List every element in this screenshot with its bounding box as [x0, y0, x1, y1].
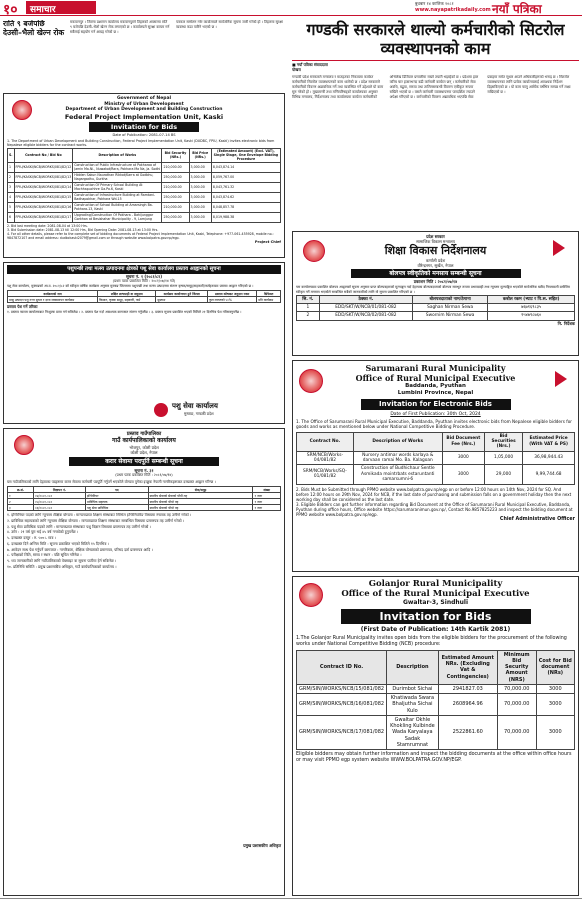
sar-cell-2: 3000	[442, 451, 484, 465]
sar-cell-0: SRM/NCB/Works/SQ-01/081/82	[297, 465, 354, 484]
newspaper-logo: नयाँ पत्रिका	[492, 2, 542, 16]
prastab-header-0: क्र.सं.	[8, 487, 34, 493]
shiksha-l5: वीरेन्द्रनगर, सुर्खेत, नेपाल	[417, 262, 454, 268]
fppiu-ministry: Ministry of Urban Development	[104, 101, 184, 107]
header-date: बुधबार १४ कात्तिक २०८१	[415, 1, 454, 6]
table-row	[8, 505, 281, 511]
table-row	[297, 694, 575, 716]
table-row	[8, 297, 281, 303]
fppiu-cell-0: 2	[8, 172, 15, 182]
shiksha-emblem-icon	[303, 240, 325, 262]
prastab-header-4: संख्या	[253, 487, 281, 493]
fppiu-cell-3: 250,000.00	[162, 172, 189, 182]
sarumarani-notes	[296, 487, 575, 517]
fppiu-cell-5: 8,043,874.14	[211, 162, 280, 172]
golanjor-title: Invitation for Bids	[341, 609, 531, 625]
sar-cell-1: Nursery antimar words karlaya & darvaan ramai Mo. Ba. Kalagoan	[353, 451, 442, 465]
sarumarani-title: Invitation for Electronic Bids	[361, 399, 511, 410]
left-news-headline: राति ९ बजेपछि देउसी–भैलो खेल्न रोक	[3, 20, 65, 37]
pashu-notes: १. प्रस्ताव फाराम कार्यालयबाट निःशुल्क प्राप्त गर्न सकिनेछ । २. प्रस्ताव पेश गर्दा आवश्यक कागजात संलग्न गर्नुपर्नेछ । ३. प्रस्ताव सूचना प्रकाशित भएको मितिले २१ दिनभित्र पेश गरिसक्नुपर्नेछ ।	[7, 309, 242, 314]
prastab-notice	[3, 428, 285, 896]
pashu-office: पशु सेवा कार्यालय	[172, 402, 218, 410]
shiksha-cell-0: 1	[297, 304, 320, 312]
fppiu-cell-1: FPIU/KASKI/NCB/WORKS/081/82/17	[14, 212, 73, 222]
pashu-cell-1: किसान, कृषक समूह, सहकारी, फर्म	[98, 297, 156, 303]
page-number: १०	[3, 2, 18, 18]
gol-cell-0: GRM/SIN/WORKS/NCB/16/081/082	[297, 694, 387, 716]
prastab-section: ७. आवेदन साथ पेश गर्नुपर्ने कागजात : नागरिकता, शैक्षिक योग्यताको प्रमाणपत्र, परिषद दर्ता प्रमाणपत्र आदि ।	[7, 547, 153, 552]
gol-cell-0: GRM/SIN/WORKS/NCB/15/081/082	[297, 684, 387, 693]
prastab-section: ८. परीक्षाको मिति, समय र स्थान : पछि सूचित गरिनेछ ।	[7, 553, 82, 558]
shiksha-notice	[292, 231, 579, 356]
section-label: समाचार	[26, 1, 96, 14]
table-row	[8, 212, 281, 222]
pashu-title: पशुपन्छी तथा मत्स्य उत्पादनमा क्षेत्रको पशु सेवा कार्यालय प्रस्ताव आह्वानको सूचना	[7, 265, 281, 274]
fppiu-cell-3: 210,000.00	[162, 162, 189, 172]
golanjor-place: Gwaltar-3, Sindhuli	[402, 599, 469, 606]
fppiu-cell-3: 250,000.00	[162, 212, 189, 222]
gol-cell-1: Durimbot Sichai	[387, 684, 439, 693]
main-news-body: गण्डकी प्रदेश सरकारले मन्त्रालय र मातहतका निकायमा कार्यरत कर्मचारीको सिटरोल व्यवस्थापनको काम थालेको छ । प्रदेश सरकारले कर्मचारीको विवरण अद्यावधिक गर्ने तथा व्यवस्थित गर्ने उद्देश्यले यो काम सुरु गरेको हो । मुख्यमन्त्री तथा मन्त्रिपरिषद्को कार्यालयका अनुसार विभिन्न मन्त्रालय, निर्देशनालय तथा कार्यालयमा कार्यरत कर्मचारीको अभिलेख डिजिटल प्रणालीमा राख्ने तयारी भइरहेको छ । प्रदेशमा हाल करिब चार हजारभन्दा बढी कर्मचारी कार्यरत छन् । कर्मचारीको सेवा अवधि, बढुवा, सरुवा तथा तालिमसम्बन्धी विवरण एकीकृत रूपमा राखिने भएको छ । यसले कर्मचारी व्यवस्थापनमा पारदर्शिता ल्याउने अपेक्षा गरिएको छ । कर्मचारीको विवरण अद्यावधिक भएपछि सेवा प्रवाहमा समेत सुधार आउने अधिकारीहरूको भनाइ छ । सिटरोल व्यवस्थापनका लागि प्रत्येक कार्यालयलाई आवश्यक निर्देशन दिइसकिएको छ । यो काम चालु आर्थिक वर्षभित्र सम्पन्न गर्ने लक्ष्य राखिएको छ ।	[292, 74, 571, 99]
fppiu-cell-4: 3,000.00	[189, 172, 211, 182]
page-footer	[0, 898, 582, 910]
prastab-section: ९. थप जानकारीको लागि गाउँपालिकाको वेबसाइट वा सूचना पाटीमा हेर्न सकिनेछ ।	[7, 559, 117, 564]
left-news	[3, 20, 66, 90]
prastab-cell-0: २	[8, 499, 34, 505]
shiksha-header-0: सि. नं.	[297, 295, 320, 303]
sarumarani-table	[296, 432, 575, 485]
pashu-header-4: कैफियत	[257, 291, 281, 297]
nepal-emblem-icon	[12, 100, 32, 120]
gol-header-0: Contract ID No.	[297, 650, 387, 684]
sarumarani-intro: 1. The Office of Sarumarani Rural Municipal Executive, Baddanda, Pyuthan invites electronic bids from Nepalese eligible bidders for goods and works as mentioned below under National Competitive Bidding Procedure.	[296, 419, 572, 430]
table-row	[8, 182, 281, 192]
fppiu-note: 4. For all other details, please refer to the complete set of bidding documents at Federal Project Implementation Unit, Kaski, Telephone: +977-061-455928, mobile no.: 9847872107 and email address: dudbckaski2079@gmail.com or through website www.bolpatra.gov.np/egp.	[7, 231, 274, 240]
prastab-cell-1: ०४/२०८१-०८२	[33, 493, 85, 499]
prastab-cell-3: स्थानीय सेवाको सेवाको पाँचौं तह	[148, 493, 253, 499]
fppiu-cell-4: 3,000.00	[189, 162, 211, 172]
shiksha-header-3: कबोल रकम (भ्याट र पि.स. सहित)	[488, 295, 575, 303]
prastab-cell-4: १ जना	[253, 499, 281, 505]
shiksha-l2: सामाजिक विकास मन्त्रालय	[416, 239, 455, 244]
prastab-cell-1: ०५/२०८१-०८२	[33, 499, 85, 505]
fppiu-cell-4: 3,000.00	[189, 202, 211, 212]
shiksha-intro: यस कार्यालयबाट प्रकाशित बोलपत्र आह्वानको सूचना अनुसार प्राप्त बोलपत्रहरूको मूल्याङ्कन गर्दा देहायका बोलपत्रदाताको बोलपत्र सारभूत रूपमा प्रभावग्राही तथा न्यूनतम मूल्याङ्कित भएकोले सार्वजनिक खरिद नियमावली बमोजिम स्वीकृत गर्ने मनसाय भएकोले सम्बन्धित सबैको जानकारीको लागि यो सूचना प्रकाशित गरिएको छ ।	[296, 285, 570, 294]
fppiu-cell-2: Construction of Public Infrastructure at Pokharaa of Jamin Ma.Ni., Nuwakot/Rara, Pokhara Ma Na, Ja. Sodhi	[74, 163, 161, 172]
fppiu-cell-4: 3,000.00	[189, 212, 211, 222]
shiksha-l3: शिक्षा विकास निर्देशनालय	[384, 244, 487, 257]
table-row	[8, 162, 281, 172]
fppiu-cell-2: Construction of School Building at Amarsingh Ba. Pokhara-13, Kaski	[73, 202, 162, 212]
prastab-l2: गाउँ कार्यपालिकाको कार्यालय	[112, 437, 176, 445]
pashu-cell-2: मुस्ताङ	[156, 297, 208, 303]
table-row	[297, 715, 575, 749]
sarumarani-signoff: Chief Administrative Officer	[499, 516, 575, 522]
shiksha-cell-3: ७६७१६९८३५	[488, 304, 575, 312]
fppiu-date: Date of Publication: 2081-07-14 BS	[112, 133, 176, 138]
main-news	[292, 20, 579, 228]
fppiu-cell-2: Upgrading/Construction Of Pokhara - Bahijunggar Gorkhan at Besishahar Municipality - 9, Lamjung	[73, 212, 162, 222]
shiksha-title: बोलपत्र स्वीकृतिको मनसाय सम्बन्धी सूचना	[351, 269, 521, 279]
prastab-section: १. इन्जिनियर पदको लागि न्यूनतम शैक्षिक योग्यता : मान्यताप्राप्त शिक्षण संस्थाबाट सिभिल इन्जिनियरिङ विषयमा स्नातक तह उत्तीर्ण गरेको ।	[7, 513, 192, 518]
gol-header-1: Description	[387, 650, 439, 684]
pashu-cell-0: मासु उत्पादन पशु नश्ल सुधार र दाना व्यवस्थापन कार्यक्रम	[8, 297, 98, 303]
shiksha-l1: प्रदेश सरकार	[426, 234, 445, 239]
golanjor-name: Golanjor Rural Municipality	[368, 579, 503, 589]
prastab-section: ४. उमेर : २१ वर्ष पूरा भई ४५ वर्ष ननाघेको हुनुपर्नेछ ।	[7, 530, 79, 535]
fppiu-header-5: (Estimated Amount) (Excl. VAT), Single Stage, One Envelope Bidding Procedure	[211, 148, 280, 162]
prastab-cell-2: पशु सेवा प्राविधिक	[85, 505, 148, 511]
gol-cell-4: 3000	[536, 694, 574, 716]
pashu-intro: पशु सेवा कार्यालय, मुस्ताङको आ.व. २०८१/८२ को स्वीकृत वार्षिक कार्यक्रम अनुसार मुस्ताङ जिल्लामा पशुपन्छी तथा मत्स्य उत्पादनमा संलग्न कृषक/समूह/सहकारी/फर्महरूबाट प्रस्ताव आह्वान गरिएको छ ।	[7, 283, 254, 288]
golanjor-date: (First Date of Publication: 14th Kartik 2081)	[360, 626, 511, 634]
prastab-section: १०. प्रतिनिधि समिति : प्रमुख प्रशासकीय अधिकृत, गाउँ कार्यपालिकाको कार्यालय ।	[7, 564, 117, 569]
main-news-byline: ■ नयाँ पत्रिका संवाददाता	[292, 62, 328, 68]
sarumarani-office: Office of Rural Municipal Executive	[355, 373, 516, 383]
shiksha-cell-3: १५४७९८७६०	[488, 312, 575, 320]
main-news-place: पोखरा	[292, 67, 301, 73]
gol-cell-2: 2522861.60	[438, 715, 497, 749]
prastab-signoff: प्रमुख प्रशासकीय अधिकृत	[243, 843, 281, 849]
prastab-cell-0: ३	[8, 505, 34, 511]
gol-cell-4: 3000	[536, 684, 574, 693]
prastab-header-1: विज्ञापन नं.	[33, 487, 85, 493]
pashu-note-title: प्रस्ताव पेश गर्ने तरिका	[7, 304, 38, 310]
pashu-header-1: लक्षित लाभग्राही वा समुदाय	[98, 291, 156, 297]
gol-cell-3: 70,000.00	[497, 684, 536, 693]
prastab-cell-2: इन्जिनियर	[85, 493, 148, 499]
fppiu-cell-5: 8,048,857.78	[211, 202, 280, 212]
fppiu-cell-0: 1	[8, 162, 15, 172]
fppiu-cell-1: FPIU/KASKI/NCB/WORKS/081/82/16	[14, 202, 73, 212]
fppiu-table	[7, 148, 281, 223]
prastab-l4: कोशी प्रदेश, नेपाल	[130, 449, 158, 455]
prastab-intro: यस गाउँपालिकाको लागि देहायका पदहरूमा करार सेवामा कर्मचारी पदपूर्ति गर्नुपर्ने भएकोले योग्यता पुगेका इच्छुक नेपाली नागरिकहरूबाट दरखास्त आह्वान गरिन्छ ।	[7, 479, 216, 484]
sar-header-1: Description of Works	[353, 432, 442, 451]
shiksha-table	[296, 295, 575, 321]
sar-note: 3. Eligible Bidders can get further information regarding Bid Document at the Office of Sarumarani Rural Municipal Executive, Baddanda, Pyuthan during office hours, Office website https://sarumaranimun.gov.np/, Contact No.9857825223 and inspect the bidding document at PPMO website www.bolpatra.gov.np/egp.	[296, 501, 573, 517]
prastab-sections	[7, 513, 281, 843]
left-news-body: मकवानपुर । जिल्ला प्रशासन कार्यालय मकवानपुरले तिहारको अवसरमा राति ९ बजेपछि देउसी–भैलो खेल्न रोक लगाएको छ । कार्यालयले सुरक्षा कायम गर्न सबैलाई सहयोग गर्न आग्रह गरेको छ ।	[70, 20, 170, 34]
pashu-cell-3: कुल लागतको ५०%	[208, 297, 257, 303]
fppiu-cell-0: 5	[8, 202, 15, 212]
fppiu-note: 3. Bid Submission date: 2081-08-13 till 12:00 Hrs, Bid Opening Date: 2081-08-13 at 13:00 Hrs.	[7, 227, 159, 232]
shiksha-cell-2: Saghan Nirman Sewa	[412, 304, 487, 312]
prastab-title: करार सेवामा पदपूर्ति सम्बन्धी सूचना	[69, 457, 219, 467]
golanjor-notice	[292, 576, 579, 896]
shiksha-header-2: बोलपत्रदाताको नाम/ठेगाना	[412, 295, 487, 303]
golanjor-table	[296, 650, 575, 751]
fppiu-cell-3: 250,000.00	[162, 192, 189, 202]
fppiu-cell-3: 210,000.00	[162, 182, 189, 192]
gol-cell-2: 2941827.03	[438, 684, 497, 693]
fppiu-cell-5: 8,059,767.00	[211, 172, 280, 182]
prastab-cell-3: स्थानीय सेवाको चौथो तह	[148, 505, 253, 511]
prastab-cell-3: स्थानीय सेवाको चौथो तह	[148, 499, 253, 505]
fppiu-header-2: Description of Works	[73, 148, 162, 162]
shiksha-l4: कर्णाली प्रदेश	[425, 257, 446, 263]
table-row	[8, 202, 281, 212]
fppiu-gov: Government of Nepal	[116, 96, 172, 101]
gol-cell-3: 70,000.00	[497, 694, 536, 716]
sarumarani-date: Date of First Publication: 30th Oct, 2024	[390, 411, 481, 417]
fppiu-header-1: Contract No / Bid No	[14, 148, 73, 162]
sar-cell-1: Construction of Budhichaur Sentle Asmikada mointrbats estaruntanti samarsumni-6	[353, 465, 442, 484]
sarumarani-name: Sarumarani Rural Municipality	[365, 363, 506, 373]
sar-cell-0: SRM/NCB/Works-04/081/82	[297, 451, 354, 465]
nepal-flag-icon	[553, 240, 565, 256]
prastab-date: (प्रथम पटक प्रकाशित मिति : २०८१/०७/१४)	[115, 473, 173, 478]
fppiu-dept: Department of Urban Development and Building Construction	[65, 107, 223, 113]
shiksha-cell-0: 2	[297, 312, 320, 320]
prastab-header-3: सेवा/समूह	[148, 487, 253, 493]
pashu-place: मुस्ताङ, गण्डकी प्रदेश	[184, 411, 214, 416]
shiksha-cell-1: EDD/SKT/W/NCB/01/081-082	[319, 304, 412, 312]
fppiu-intro: 1. The Department of Urban Development and Building Construction, Federal Project Implementation Unit, Kaski (DUDBC, FPIU, Kaski) invites electronic bids from Nepalese eligible bidders for the contract works.	[7, 138, 275, 147]
pashu-table	[7, 290, 281, 303]
sar-header-3: Bid Securities (Nrs.)	[484, 432, 522, 451]
sarumarani-place: Baddanda, Pyuthan	[405, 383, 466, 389]
prastab-cell-4: १ जना	[253, 505, 281, 511]
prastab-l3: भोजपुर, कोशी प्रदेश	[129, 444, 159, 450]
prastab-section: २. प्राविधिक सहायकको लागि न्यूनतम शैक्षिक योग्यता : मान्यताप्राप्त शिक्षण संस्थाबाट सम्बन्धित विषयमा प्रमाणपत्र तह उत्तीर्ण गरेको ।	[7, 518, 185, 523]
prastab-cell-2: प्राविधिक सहायक	[85, 499, 148, 505]
sarumarani-notice	[292, 360, 579, 572]
shiksha-cell-1: EDD/SKT/W/NCB/02/081-082	[319, 312, 412, 320]
golanjor-footer: Eligible bidders may obtain further information and inspect the bidding documents at the office within office hours or may visit PPMO egp system website WWW.BOLPATRA.GOV.NP/EGP.	[296, 752, 572, 764]
shiksha-date: प्रकाशन मिति : २०८१/०७/१४	[413, 279, 458, 285]
pashu-header-0: कार्यक्रमको नाम	[8, 291, 98, 297]
prastab-l1: प्रस्ताव गाउँपालिका	[126, 431, 162, 437]
prastab-emblem-icon	[14, 435, 34, 455]
sarumarani-flag-icon	[555, 371, 567, 387]
fppiu-office: Federal Project Implementation Unit, Kaski	[64, 112, 224, 121]
sar-cell-3: 29,000	[484, 465, 522, 484]
prastab-sub: सूचना नं. ३१	[134, 468, 154, 474]
prastab-cell-1: ०६/२०८१-०८२	[33, 505, 85, 511]
header-url[interactable]: www.nayapatrikadaily.com	[415, 7, 491, 13]
table-row	[297, 451, 575, 465]
pashu-header-2: कार्यक्रम कार्यान्वयन हुने जिल्ला	[156, 291, 208, 297]
page-header	[0, 0, 582, 16]
fppiu-cell-1: FPIU/KASKI/NCB/WORKS/081/82/13	[14, 172, 73, 182]
fppiu-header-4: Bid Price (NRs.)	[189, 148, 211, 162]
fppiu-cell-2: Hidden Sakun Naurathan Rikkot/Karra at Godbhu, Nagargadhu, Gurkha	[73, 172, 162, 182]
shiksha-header-1: ठेक्का नं.	[319, 295, 412, 303]
fppiu-cell-1: FPIU/KASKI/NCB/WORKS/081/82/15	[14, 192, 73, 202]
prastab-table	[7, 486, 281, 511]
fppiu-cell-0: 6	[8, 212, 15, 222]
prastab-section: ५. दरखास्त दस्तुर : रु. ५००।- मात्र ।	[7, 536, 56, 541]
fppiu-notes	[7, 224, 281, 240]
sarumarani-province: Lumbini Province, Nepal	[397, 389, 474, 396]
prastab-section: ६. दरखास्त दिने अन्तिम मिति : सूचना प्रकाशित भएको मितिले १५ दिनभित्र ।	[7, 541, 109, 546]
shiksha-signoff: नि. निर्देशक	[557, 320, 575, 326]
golanjor-intro: 1.The Golanjor Rural Municipality invites open bids from the eligible bidders for the procurement of the following works under National Competitive Bidding (NCB) procedure:	[296, 635, 567, 647]
sar-cell-4: 36,98,944.43	[523, 451, 575, 465]
golanjor-office: Office of the Rural Municipal Executive	[341, 589, 530, 599]
gol-cell-3: 70,000.00	[497, 715, 536, 749]
fppiu-cell-0: 3	[8, 182, 15, 192]
sar-header-4: Estimated Price (With VAT & PS)	[523, 432, 575, 451]
fppiu-cell-4: 3,000.00	[189, 182, 211, 192]
gol-cell-1: Gwaltar Okhle Khokling Kulbinde Wada Karyalaya Sadak Stamrumnat	[387, 715, 439, 749]
sar-header-2: Bid Document Fee (Nrs.)	[442, 432, 484, 451]
fppiu-notice	[3, 93, 285, 258]
sar-note: 2. Bids Must be Submitted through PPMO website www.bolpatra.gov.np/egp on or before 12:00 hours on 14th Nov, 2024 for SQ. And before 12:00 hours on 29th Nov, 2024 for NCB, if the last date of purchasing and submission falls on a government holiday then the next working day shall be considered as the last date.	[296, 486, 572, 502]
gol-header-4: Cost for Bid document (NRs)	[536, 650, 574, 684]
prastab-cell-4: १ जना	[253, 493, 281, 499]
pashu-header-3: प्रस्ताव कोषबाट अनुदान रकम	[208, 291, 257, 297]
prastab-header-2: पद	[85, 487, 148, 493]
table-row	[297, 304, 575, 312]
fppiu-cell-0: 4	[8, 192, 15, 202]
right-news-top-body: पत्रकार सम्मेलन गरेर कार्यालयले सार्वजनिक सूचना जारी गरेको हो । तिहारमा सुरक्षा व्यवस्था कडा पारिने भएको छ ।	[176, 20, 283, 29]
gol-cell-1: Khatiwada Swara Bhaljutha Sichai Kulo	[387, 694, 439, 716]
pashu-date: (प्रथम पटक प्रकाशित मिति : २०८१/०७/१४ गते)	[112, 278, 176, 283]
shiksha-cell-2: Swornim Nirman Sewa	[412, 312, 487, 320]
fppiu-cell-5: 8,043,761.32	[211, 182, 280, 192]
table-row	[297, 465, 575, 484]
sar-cell-3: 1,05,000	[484, 451, 522, 465]
fppiu-cell-3: 210,000.00	[162, 202, 189, 212]
golanjor-emblem-icon	[299, 583, 323, 607]
fppiu-signoff: Project Chief	[254, 239, 281, 244]
sarumarani-emblem-icon	[299, 369, 323, 393]
fppiu-note: 2. Bid last meeting date: 2081-08-04 at 13:00 Hrs.	[7, 223, 88, 228]
table-row	[8, 172, 281, 182]
fppiu-title: Invitation for Bids	[89, 122, 199, 132]
gol-header-3: Minimum Bid Security Amount (NRS)	[497, 650, 536, 684]
prastab-cell-0: १	[8, 493, 34, 499]
gol-header-2: Estimated Amount NRs. (Excluding Vat & Contingencies)	[438, 650, 497, 684]
table-row	[297, 684, 575, 693]
gol-cell-0: GRM/SIN/WORKS/NCB/17/081/082	[297, 715, 387, 749]
fppiu-header-0: S.	[8, 148, 15, 162]
gol-cell-4: 3000	[536, 715, 574, 749]
pashu-cell-4: प्रति कार्यक्रम	[257, 297, 281, 303]
main-news-headline: गण्डकी सरकारले थाल्यो कर्मचारीको सिटरोल व्यवस्थापनको काम	[306, 20, 565, 59]
gol-cell-2: 2608964.96	[438, 694, 497, 716]
fppiu-cell-1: FPIU/KASKI/NCB/WORKS/081/82/12	[14, 162, 73, 172]
headline-divider	[292, 60, 579, 61]
pashu-notice	[3, 262, 285, 424]
fppiu-header-3: Bid Security (NRs.)	[162, 148, 189, 162]
fppiu-cell-5: 8,043,874.62	[211, 192, 280, 202]
pashu-sub: सूचना नं. १ (२०८१/८२)	[125, 273, 163, 279]
fppiu-cell-2: Construction Of Primary School Building At Machhapuchhre Ga.Pa.6, Kaski	[73, 182, 162, 192]
sar-cell-2: 3000	[442, 465, 484, 484]
prastab-section: ३. पशु सेवा प्राविधिक पदको लागि : मान्यताप्राप्त संस्थाबाट पशु विज्ञान विषयमा प्रमाणपत्र तह उत्तीर्ण गरेको ।	[7, 524, 151, 529]
fppiu-cell-2: Construction of Infrastructure Building at Ramtani-Badhapokhar, Pokhara Wd.15	[73, 192, 162, 202]
table-row	[297, 312, 575, 320]
fppiu-cell-4: 3,000.00	[189, 192, 211, 202]
sar-header-0: Contract No.	[297, 432, 354, 451]
fppiu-cell-5: 8,019,988.38	[211, 212, 280, 222]
fppiu-cell-1: FPIU/KASKI/NCB/WORKS/081/82/14	[14, 182, 73, 192]
sar-cell-4: 9,99,744.68	[523, 465, 575, 484]
table-row	[8, 192, 281, 202]
pashu-logo-icon	[154, 403, 168, 417]
